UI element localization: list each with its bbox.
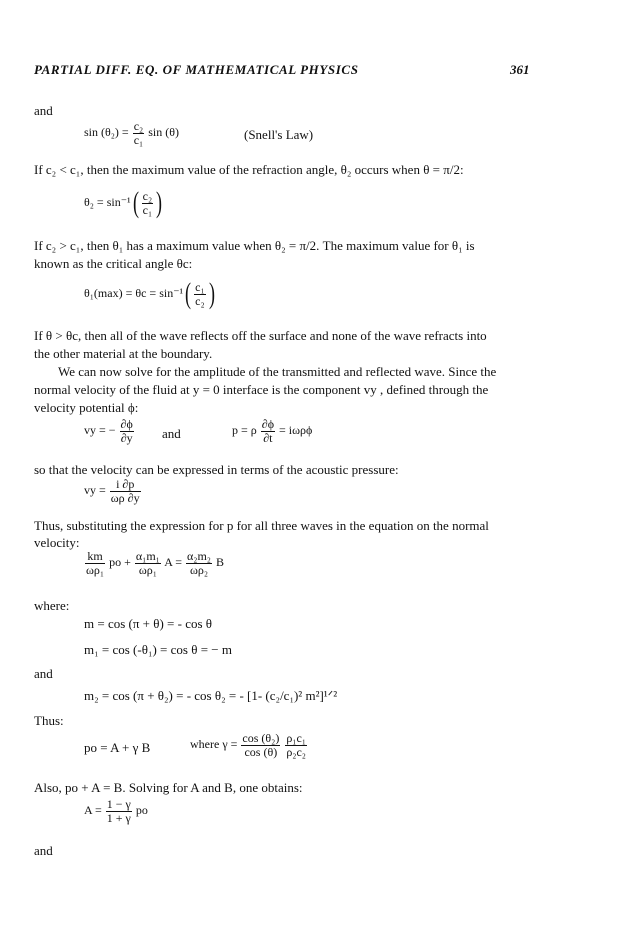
page-number: 361	[510, 62, 530, 77]
left-paren: (	[132, 186, 139, 219]
vy-lhs: vy = −	[84, 422, 116, 437]
theta2-numerator: c₂	[142, 188, 153, 203]
running-header: PARTIAL DIFF. EQ. OF MATHEMATICAL PHYSICS	[34, 62, 359, 77]
text-and-3: and	[34, 843, 53, 858]
gamma-lhs: where γ =	[190, 736, 238, 751]
left-paren: (	[185, 277, 192, 310]
bc-fraction-1	[85, 550, 105, 576]
critical-angle-equation	[84, 279, 217, 309]
bc-fraction-2	[135, 550, 161, 576]
vy-fraction	[120, 418, 134, 444]
A-fraction	[106, 798, 132, 824]
snell-label: (Snell's Law)	[244, 127, 314, 142]
vy2-fraction	[110, 478, 141, 504]
text-where: where:	[34, 598, 70, 613]
paragraph-also: Also, po + A = B. Solving for A and B, one obtains:	[34, 780, 303, 795]
bc-numerator-2: α₁m₁	[135, 549, 160, 563]
m2-definition: m₂ = cos (π + θ₂) = - cos θ₂ = - [1- (c₂/c₁)² m²]¹ᐟ²	[84, 688, 338, 703]
paragraph-if-less: If c₂ < c₁, then the maximum value of the refraction angle, θ₂ occurs when θ = π/2:	[34, 162, 464, 177]
vy2-numerator: i ∂p	[110, 478, 141, 492]
text-and-2: and	[34, 666, 53, 681]
po-equation: po = A + γ B	[84, 740, 151, 755]
bc-numerator-3: α₂m₂	[186, 549, 211, 563]
theta2-equation	[84, 188, 164, 218]
theta2-fraction	[142, 190, 154, 216]
paragraph-solve-1: We can now solve for the amplitude of the transmitted and reflected wave. Since the	[58, 364, 497, 379]
paragraph-reflect-1: If θ > θc, then all of the wave reflects off the surface and none of the wave refracts into	[34, 328, 487, 343]
paragraph-solve-3: velocity potential ϕ:	[34, 400, 139, 415]
paragraph-solve-2: normal velocity of the fluid at y = 0 interface is the component vy , defined through the	[34, 382, 489, 397]
velocity-pressure-equation	[84, 478, 142, 504]
snell-numerator: c₂	[133, 119, 144, 133]
p-numerator: ∂ϕ	[261, 417, 275, 431]
p-lhs: p = ρ	[232, 422, 257, 437]
bc-term-1: po +	[109, 554, 131, 569]
vy2-denominator: ωρ ∂y	[110, 490, 140, 505]
theta1-numerator: c₁	[195, 279, 205, 294]
gamma-numerator-2: ρ₁c₁	[286, 731, 306, 745]
gamma-fraction-1	[241, 732, 280, 758]
text-and: and	[34, 103, 53, 118]
snell-denominator: c₁	[133, 132, 144, 147]
paragraph-if-greater-2: known as the critical angle θc:	[34, 256, 193, 271]
right-paren: )	[156, 186, 163, 219]
bc-fraction-3	[186, 550, 212, 576]
vy2-lhs: vy =	[84, 482, 106, 497]
p-rhs: = iωρϕ	[279, 422, 313, 437]
snell-equation	[84, 120, 179, 146]
bc-term-3: B	[215, 554, 224, 569]
theta1-denominator: c₂	[195, 293, 205, 308]
paragraph-thus-1: Thus, substituting the expression for p for all three waves in the equation on the normal	[34, 518, 489, 533]
m1-definition: m₁ = cos (-θ₁) = cos θ = − m	[84, 642, 232, 657]
theta1-fraction	[194, 281, 206, 307]
bc-denominator-2: ωρ₁	[138, 562, 157, 577]
amplitude-A-equation	[84, 798, 148, 824]
velocity-equation	[84, 418, 135, 444]
bc-term-2: A =	[164, 554, 182, 569]
m-definition: m = cos (π + θ) = - cos θ	[84, 616, 213, 631]
bc-numerator-1: km	[85, 550, 105, 564]
theta1-lhs: θ₁(max) = θc = sin⁻¹	[84, 285, 184, 300]
gamma-fraction-2	[285, 732, 307, 758]
snell-fraction	[133, 120, 145, 146]
gamma-numerator-1: cos (θ₂)	[242, 731, 280, 745]
gamma-denominator-1: cos (θ)	[244, 744, 278, 759]
gamma-denominator-2: ρ₂c₂	[286, 744, 306, 759]
p-fraction	[261, 418, 275, 444]
vy-numerator: ∂ϕ	[120, 417, 133, 431]
snell-rhs: sin (θ)	[148, 124, 179, 139]
A-denominator: 1 + γ	[106, 810, 131, 825]
bc-denominator-3: ωρ₂	[189, 562, 209, 577]
theta2-denominator: c₁	[142, 202, 153, 217]
vy-denominator: ∂y	[120, 430, 133, 445]
text-thus: Thus:	[34, 713, 64, 728]
A-numerator: 1 − γ	[106, 797, 131, 811]
paragraph-velocity: so that the velocity can be expressed in terms of the acoustic pressure:	[34, 462, 399, 477]
A-lhs: A =	[84, 802, 102, 817]
text-and-inline: and	[162, 426, 181, 441]
boundary-condition-equation	[84, 550, 224, 576]
A-rhs: po	[135, 802, 148, 817]
p-denominator: ∂t	[263, 430, 273, 445]
paragraph-reflect-2: the other material at the boundary.	[34, 346, 213, 361]
paragraph-thus-2: velocity:	[34, 535, 80, 550]
snell-lhs: sin (θ₂) =	[84, 124, 129, 139]
pressure-equation	[232, 418, 312, 444]
gamma-equation	[190, 732, 308, 758]
right-paren: )	[208, 277, 215, 310]
theta2-lhs: θ₂ = sin⁻¹	[84, 194, 131, 209]
paragraph-if-greater-1: If c₂ > c₁, then θ₁ has a maximum value when θ₂ = π/2. The maximum value for θ₁ is	[34, 238, 475, 253]
bc-denominator-1: ωρ₁	[86, 562, 105, 577]
